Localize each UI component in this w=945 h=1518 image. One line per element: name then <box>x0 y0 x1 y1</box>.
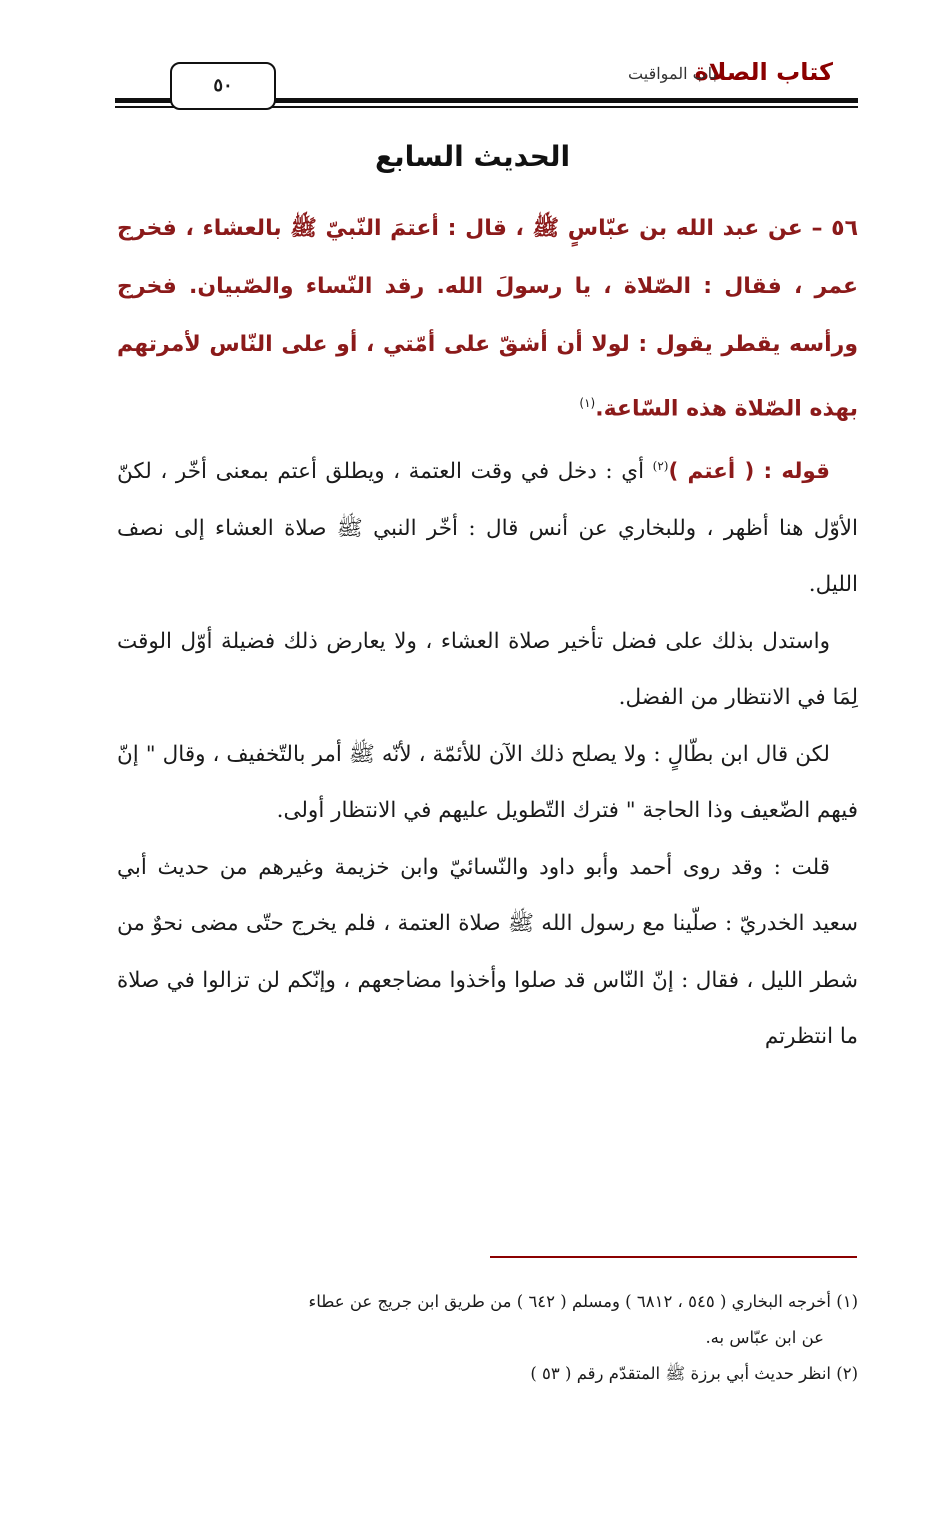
main-text <box>117 200 858 1066</box>
footnote-separator <box>490 1256 857 1258</box>
chapter-title: باب المواقيت <box>628 64 717 83</box>
commentary-paragraph-4: قلت : وقد روى أحمد وأبو داود والنّسائيّ وابن خزيمة وغيرهم من حديث أبي سعيد الخدريّ : صلّينا مع رسول الله ﷺ صلاة العتمة ، فلم يخرج حتّى مضى نحوٌ من شطر الليل ، فقال : إنّ النّاس قد صلوا وأخذوا مضاجعهم ، وإنّكم لن تزالوا في صلاة ما انتظرتم <box>117 854 858 1050</box>
commentary-lead: قوله : ( أعتم ) <box>668 459 830 485</box>
footnote-2: (٢) انظر حديث أبي برزة ﷺ المتقدّم رقم ( ٥٣ ) <box>530 1364 858 1383</box>
footnote-1: (١) أخرجه البخاري ( ٥٤٥ ، ٦٨١٢ ) ومسلم ( ٦٤٢ ) من طريق ابن جريج عن عطاء <box>308 1292 858 1311</box>
commentary-paragraph-3: لكن قال ابن بطّالٍ : ولا يصلح ذلك الآن للأئمّة ، لأنّه ﷺ أمر بالتّخفيف ، وقال " إنّ فيهم الضّعيف وذا الحاجة " فترك التّطويل عليهم في الانتظار أولى. <box>117 741 858 824</box>
footnote-1-continued: عن ابن عبّاس به. <box>705 1328 824 1347</box>
footnote-ref-2: (٢) <box>652 459 669 474</box>
hadith-body: ٥٦ – عن عبد الله بن عبّاسٍ ﷺ ، قال : أعتمَ النّبيّ ﷺ بالعشاء ، فخرج عمر ، فقال : الصّلاة ، يا رسولَ الله. رقد النّساء والصّبيان. فخرج ورأسه يقطر يقول : لولا أن أشقّ على أمّتي ، أو على النّاس لأمرتهم بهذه الصّلاة هذه السّاعة. <box>117 216 858 422</box>
footnote-ref-1: (١) <box>579 396 596 410</box>
commentary-paragraph-1 <box>117 438 858 614</box>
commentary-paragraph-2: واستدل بذلك على فضل تأخير صلاة العشاء ، ولا يعارض ذلك فضيلة أوّل الوقت لِمَا في الانتظار من الفضل. <box>117 628 858 711</box>
footnotes <box>117 1284 858 1392</box>
section-title: الحديث السابع <box>374 140 571 173</box>
book-title: كتاب الصلاة <box>694 58 833 86</box>
page-number: ٥٠ <box>170 62 276 110</box>
hadith-text <box>117 200 858 438</box>
commentary-text-1: أي : دخل في وقت العتمة ، ويطلق أعتم بمعنى أخّر ، لكنّ الأوّل هنا أظهر ، وللبخاري عن أنس قال : أخّر النبي ﷺ صلاة العشاء إلى نصف الليل. <box>117 459 858 598</box>
page-header <box>0 0 945 120</box>
